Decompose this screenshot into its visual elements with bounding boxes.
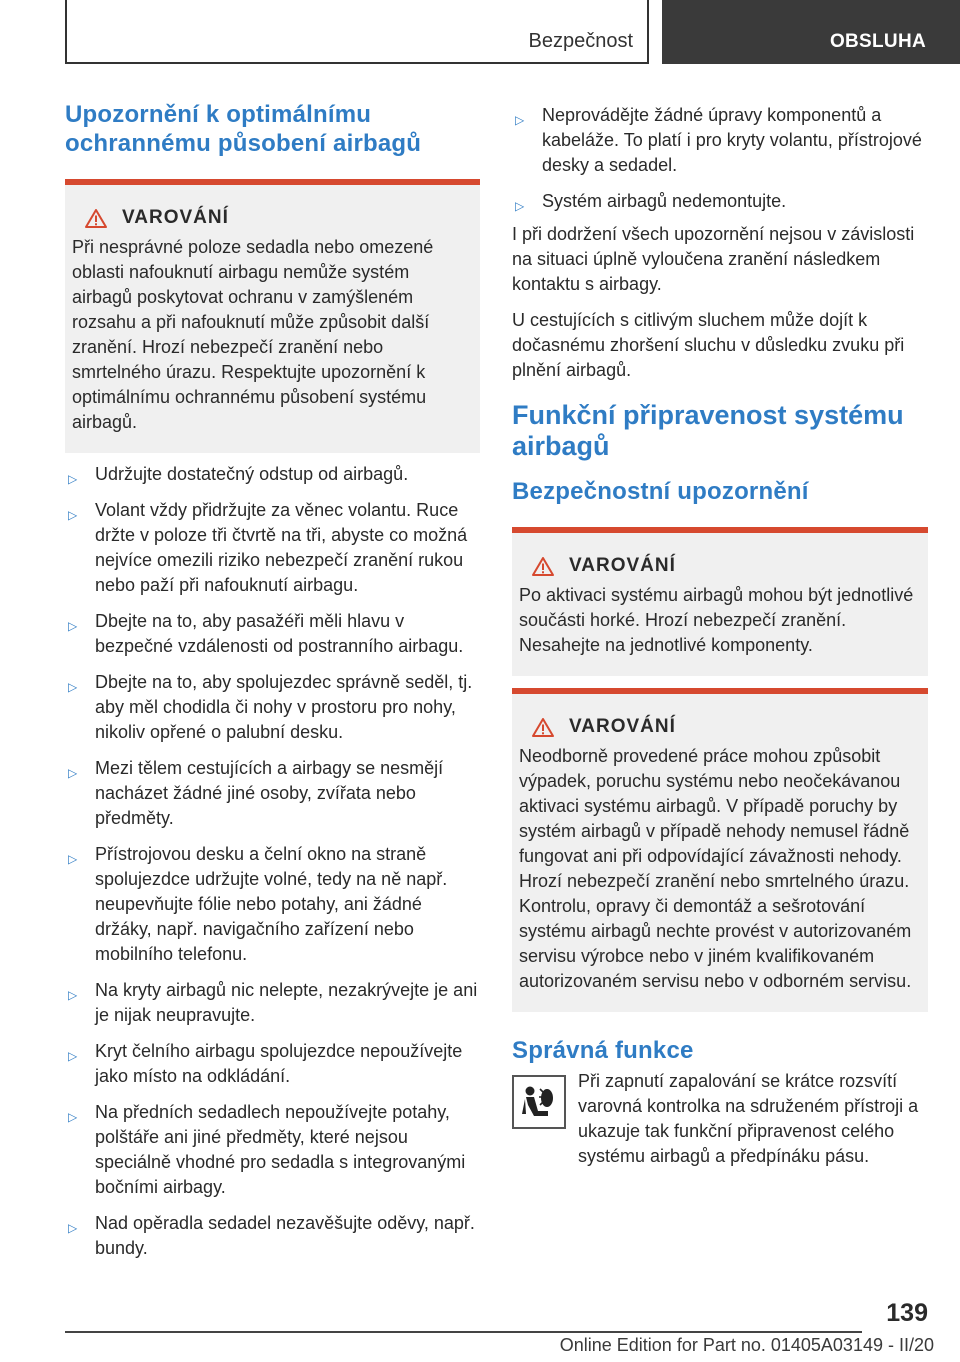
warning-title-row [84, 207, 470, 229]
section-heading-optimal-protection: Upozornění k optimálnímu ochrannému působení airbagů [65, 101, 422, 157]
subheading-safety-notes: Bezpečnostní upozornění [512, 478, 809, 505]
function-text: Při zapnutí zapalování se krátce rozsvítí varovná kontrolka na sdruženém přístroji a ukazuje tak funkční připravenost celého systému airbagů a předpínáku pásu. [578, 1071, 919, 1166]
list-item: ▷ Neprovádějte žádné úpravy komponentů a kabeláže. To platí i pro kryty volantu, přístrojové desky a sedadel. [515, 105, 922, 175]
airbag-indicator-icon [512, 1075, 566, 1129]
warning-text: Při nesprávné poloze sedadla nebo omezené oblasti nafouknutí airbagu nemůže systém airbagů poskytovat ochranu v zamýšleném rozsahu a při nafouknutí může způsobit další zranění. Hrozí nebezpečí zranění nebo smrtelného úrazu. Respektujte upozornění k optimálnímu ochrannému působení systému airbagů. [72, 237, 434, 432]
modification-bullet-list [512, 103, 928, 214]
warning-title-row [531, 555, 918, 577]
warning-box [512, 688, 928, 1012]
list-item: ▷ Přístrojovou desku a čelní okno na straně spolujezdce udržujte volné, tedy na ně např. neupevňujte fólie nebo potahy, ani žádné držáky, např. navigačního zařízení nebo mobilního telefonu. [68, 844, 448, 964]
chapter-tab: OBSLUHA [662, 0, 960, 64]
warning-title: VAROVÁNÍ [569, 716, 676, 737]
triangle-bullet-icon: ▷ [68, 619, 78, 633]
triangle-bullet-icon: ▷ [68, 1110, 78, 1124]
triangle-bullet-icon: ▷ [515, 113, 525, 127]
warning-triangle-icon [531, 717, 555, 738]
edition-label: Online Edition for Part no. 01405A03149 - II/20 [559, 1335, 934, 1355]
triangle-bullet-icon: ▷ [515, 199, 525, 213]
triangle-bullet-icon: ▷ [68, 1049, 78, 1063]
list-item: ▷ Mezi tělem cestujících a airbagy se nesmějí nacházet žádné jiné osoby, zvířata nebo předměty. [68, 758, 444, 828]
list-item: ▷ Nad opěradla sedadel nezavěšujte oděvy, např. bundy. [68, 1213, 475, 1258]
section-title: Bezpečnost [528, 30, 633, 52]
warning-title: VAROVÁNÍ [122, 207, 229, 228]
safety-bullet-list [65, 462, 480, 1261]
list-item: ▷ Systém airbagů nedemontujte. [512, 189, 928, 214]
triangle-bullet-icon: ▷ [68, 508, 78, 522]
list-item: ▷ Udržujte dostatečný odstup od airbagů. [65, 462, 480, 487]
warning-text: Po aktivaci systému airbagů mohou být jednotlivé součásti horké. Hrozí nebezpečí zranění. Nesahejte na jednotlivé komponenty. [519, 585, 914, 655]
left-column [65, 100, 480, 1261]
list-item: ▷ Dbejte na to, aby pasažéři měli hlavu v bezpečné vzdálenosti od postranního airbagu. [68, 611, 464, 656]
warning-text: Neodborně provedené práce mohou způsobit výpadek, poruchu systému nebo neočekávanou aktivaci systému airbagů. V případě poruchy by systém airbagů v případě nehody nemusel řádně fungovat ani při odpovídající závažnosti nehody. Hrozí nebezpečí zranění nebo smrtelného úrazu. Kontrolu, opravy či demontáž a sešrotování systému airbagů nechte provést v autorizovaném servisu výrobce nebo v jiném kvalifikovaném autorizovaném servisu nebo v odborném servisu. [519, 746, 912, 991]
warning-title-row [531, 716, 918, 738]
list-item: ▷ Kryt čelního airbagu spolujezdce nepoužívejte jako místo na odkládání. [68, 1041, 463, 1086]
triangle-bullet-icon: ▷ [68, 766, 78, 780]
warning-triangle-icon [84, 208, 108, 229]
triangle-bullet-icon: ▷ [68, 852, 78, 866]
warning-triangle-icon [531, 556, 555, 577]
list-item: ▷ Na kryty airbagů nic nelepte, nezakrývejte je ani je nijak neupravujte. [68, 980, 478, 1025]
warning-box [512, 527, 928, 676]
page-number: 139 [886, 1299, 928, 1327]
footer-divider [65, 1331, 862, 1333]
list-item: ▷ Dbejte na to, aby spolujezdec správně seděl, tj. aby měl chodidla či nohy v prostoru pro nohy, nikoliv opřené o palubní desku. [68, 672, 473, 742]
subheading-correct-function: Správná funkce [512, 1037, 694, 1064]
right-column [512, 100, 928, 1169]
triangle-bullet-icon: ▷ [68, 680, 78, 694]
triangle-bullet-icon: ▷ [68, 1221, 78, 1235]
header-box [65, 0, 649, 64]
section-heading-readiness: Funkční připravenost systému airbagů [512, 400, 904, 461]
function-description [512, 1069, 928, 1169]
paragraph-hearing: U cestujících s citlivým sluchem může dojít k dočasnému zhoršení sluchu v důsledku zvuku při plnění airbagů. [512, 310, 905, 380]
list-item: ▷ Na předních sedadlech nepoužívejte potahy, polštáře ani jiné předměty, které nejsou speciálně vhodné pro sedadla s integrovanými bočními airbagy. [68, 1102, 466, 1197]
triangle-bullet-icon: ▷ [68, 472, 78, 486]
list-item: ▷ Volant vždy přidržujte za věnec volantu. Ruce držte v poloze tři čtvrtě na tři, abyste co možná nejvíce omezili riziko nebezpečí zranění rukou nebo paží při nafouknutí airbagu. [68, 500, 468, 595]
triangle-bullet-icon: ▷ [68, 988, 78, 1002]
paragraph-injury-risk: I při dodržení všech upozornění nejsou v závislosti na situaci úplně vyloučena zranění následkem kontaktu s airbagy. [512, 224, 915, 294]
warning-box [65, 179, 480, 453]
warning-title: VAROVÁNÍ [569, 555, 676, 576]
